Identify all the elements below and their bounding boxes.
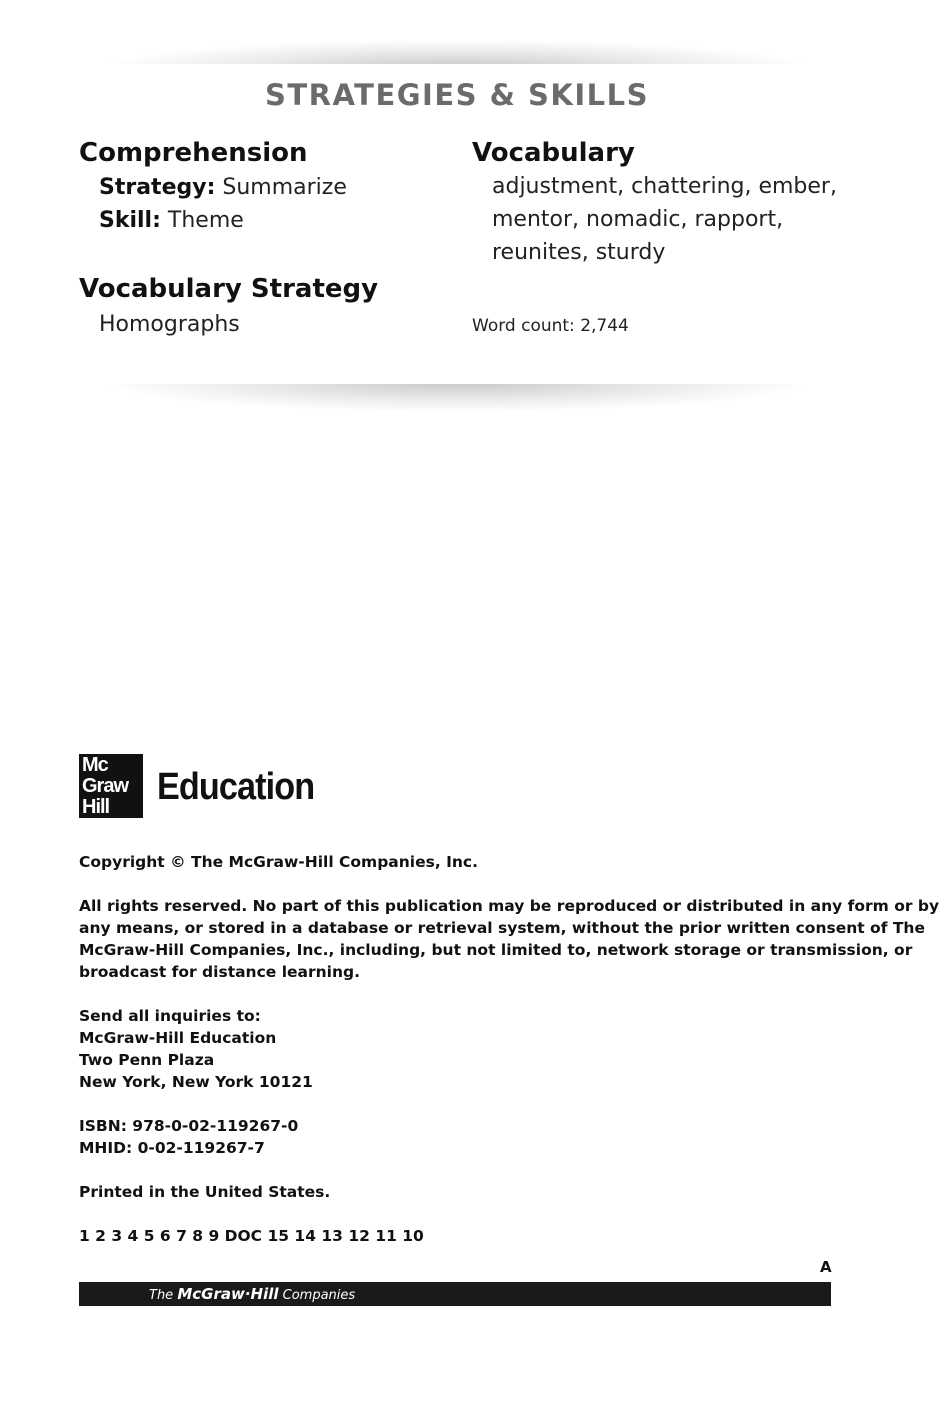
isbn: ISBN: 978-0-02-119267-0 — [79, 1117, 299, 1135]
mhid: MHID: 0-02-119267-7 — [79, 1139, 265, 1157]
inquiries-line-2: McGraw-Hill Education — [79, 1029, 277, 1047]
logo-box-line-3: Hill — [82, 796, 110, 818]
footer-suffix: Companies — [278, 1288, 356, 1303]
panel-bottom-shadow — [62, 382, 852, 422]
rights-line-3: McGraw-Hill Companies, Inc., including, but not limited to, network storage or transmission, or — [79, 941, 913, 959]
vocabulary-line-1: adjustment, chattering, ember, — [492, 174, 837, 199]
footer-bar — [79, 1282, 831, 1306]
vocabulary-line-2: mentor, nomadic, rapport, — [492, 207, 784, 232]
identifier-block — [79, 1115, 839, 1159]
inquiries-line-3: Two Penn Plaza — [79, 1051, 215, 1069]
strategy-label: Strategy: — [99, 175, 216, 200]
copyright-line: Copyright © The McGraw-Hill Companies, Inc. — [79, 853, 479, 871]
corner-letter: A — [820, 1258, 832, 1276]
printed-in: Printed in the United States. — [79, 1183, 331, 1201]
panel-top-shadow — [62, 30, 852, 68]
logo-box-line-1: Mc — [82, 754, 108, 776]
vocabulary-strategy-value: Homographs — [99, 312, 240, 337]
rights-line-2: any means, or stored in a database or retrieval system, without the prior written consent of The — [79, 919, 925, 937]
vocabulary-heading: Vocabulary — [472, 138, 635, 168]
footer-prefix: The — [149, 1288, 178, 1303]
rights-line-4: broadcast for distance learning. — [79, 963, 360, 981]
logo-education-text: Education — [157, 766, 315, 808]
strategy-line — [99, 171, 347, 204]
print-line: 1 2 3 4 5 6 7 8 9 DOC 15 14 13 12 11 10 — [79, 1227, 424, 1245]
inquiries-line-4: New York, New York 10121 — [79, 1073, 313, 1091]
mcgraw-hill-logo — [79, 754, 143, 818]
skill-line — [99, 204, 244, 237]
inquiries-line-1: Send all inquiries to: — [79, 1007, 261, 1025]
inquiries-block — [79, 1005, 839, 1093]
vocabulary-strategy-heading: Vocabulary Strategy — [79, 274, 379, 304]
panel-title: STRATEGIES & SKILLS — [264, 78, 650, 112]
skill-value: Theme — [167, 208, 244, 233]
vocabulary-line-3: reunites, sturdy — [492, 240, 666, 265]
word-count: Word count: 2,744 — [472, 316, 629, 336]
footer-brand — [149, 1285, 355, 1303]
strategy-value: Summarize — [222, 175, 347, 200]
strategies-skills-panel — [62, 64, 852, 384]
rights-line-1: All rights reserved. No part of this publication may be reproduced or distributed in any form or by — [79, 897, 940, 915]
comprehension-heading: Comprehension — [79, 138, 308, 168]
logo-box-line-2: Graw — [82, 775, 129, 797]
vocabulary-words — [492, 170, 842, 269]
skill-label: Skill: — [99, 208, 161, 233]
rights-paragraph — [79, 895, 940, 983]
footer-brand-name: McGraw·Hill — [177, 1285, 279, 1303]
